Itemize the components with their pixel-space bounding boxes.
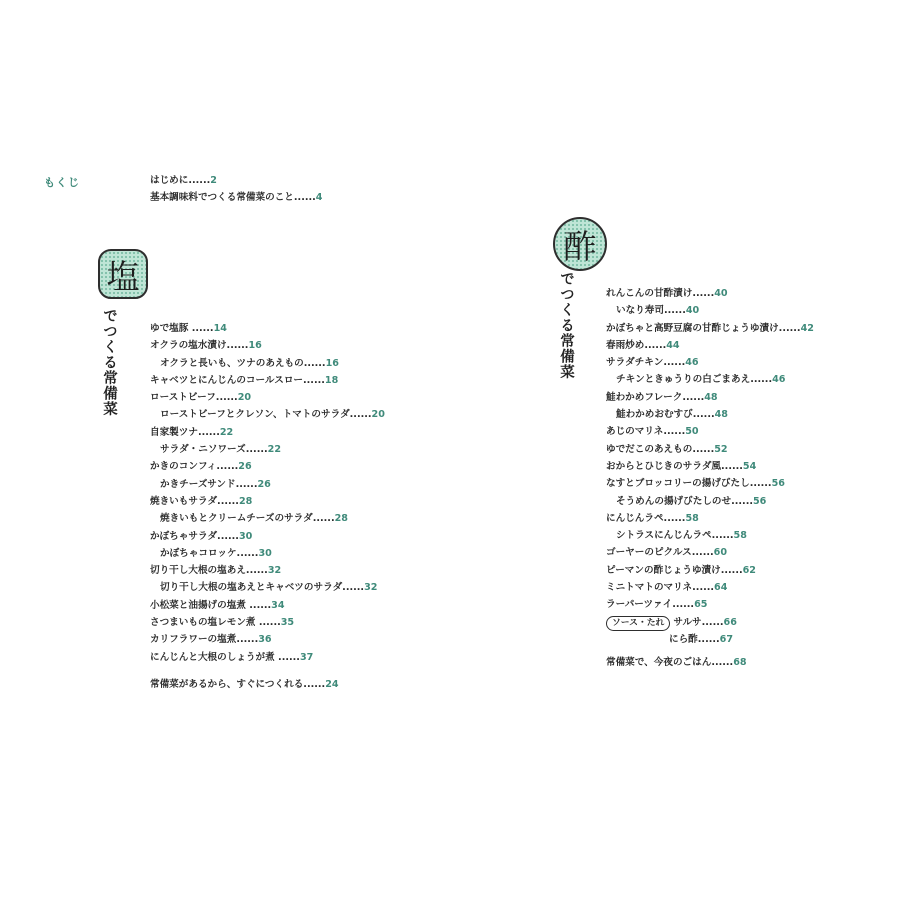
entry-page: 4 xyxy=(315,192,323,204)
toc-entry[interactable] xyxy=(606,475,814,492)
toc-entry[interactable] xyxy=(606,562,814,579)
entry-page: 68 xyxy=(733,657,747,668)
toc-entry[interactable] xyxy=(150,458,385,475)
entry-title: ゆでだこのあえもの...... xyxy=(606,443,715,455)
toc-entry[interactable] xyxy=(606,654,747,671)
entry-title: かきチーズサンド...... xyxy=(160,478,258,490)
entry-page: 16 xyxy=(248,340,262,352)
entry-page: 50 xyxy=(685,426,699,438)
entry-page: 62 xyxy=(742,564,756,576)
entry-title: シトラスにんじんラペ...... xyxy=(616,530,734,542)
entry-title: 小松菜と油揚げの塩煮 ...... xyxy=(150,599,272,611)
entry-title: あじのマリネ...... xyxy=(606,426,686,438)
toc-entry[interactable] xyxy=(606,441,814,458)
toc-sub-entry[interactable] xyxy=(606,493,814,510)
vinegar-closing xyxy=(606,654,747,671)
toc-entry[interactable] xyxy=(606,510,814,527)
toc-entry[interactable] xyxy=(606,285,814,302)
entry-page: 64 xyxy=(714,582,728,594)
toc-entry[interactable] xyxy=(606,337,814,354)
entry-title: ゆで塩豚 ...... xyxy=(150,323,214,334)
entry-page: 56 xyxy=(771,478,785,490)
entry-page: 30 xyxy=(258,547,272,559)
toc-entry[interactable] xyxy=(150,528,385,545)
entry-title: 自家製ツナ...... xyxy=(150,426,220,438)
vinegar-section-title: でつくる常備菜 xyxy=(558,271,574,380)
entry-title: 切り干し大根の塩あえとキャベツのサラダ...... xyxy=(160,582,365,594)
toc-entry[interactable] xyxy=(150,337,385,354)
toc-sub-entry[interactable] xyxy=(606,406,814,423)
entry-title: ミニトマトのマリネ...... xyxy=(606,582,715,594)
entry-title: ラーパーツァイ...... xyxy=(606,599,695,611)
toc-entry[interactable] xyxy=(606,389,814,406)
toc-entry[interactable] xyxy=(150,424,385,441)
entry-page: 58 xyxy=(685,512,699,524)
entry-title: いなり寿司...... xyxy=(616,305,686,317)
entry-page: 52 xyxy=(714,443,728,455)
entry-title: なすとブロッコリーの揚げびたし...... xyxy=(606,478,772,490)
entry-page: 28 xyxy=(334,513,348,525)
toc-entry[interactable] xyxy=(150,493,385,510)
toc-sub-entry[interactable] xyxy=(606,302,814,319)
entry-title: 常備菜があるから、すぐにつくれる...... xyxy=(150,679,326,690)
entry-title: オクラの塩水漬け...... xyxy=(150,340,249,352)
toc-entry[interactable] xyxy=(150,562,385,579)
toc-entry[interactable] xyxy=(150,320,385,337)
entry-page: 2 xyxy=(210,175,217,186)
entry-page: 28 xyxy=(238,495,253,507)
entry-page: 40 xyxy=(685,305,700,317)
entry-title: サラダ・ニソワーズ...... xyxy=(160,444,268,456)
entry-page: 18 xyxy=(324,374,339,386)
toc-entry[interactable] xyxy=(150,389,385,406)
entry-page: 26 xyxy=(238,461,252,473)
entry-page: 22 xyxy=(267,444,281,456)
toc-sub-entry[interactable] xyxy=(606,371,814,388)
entry-page: 48 xyxy=(704,391,718,403)
entry-page: 26 xyxy=(257,478,271,490)
entry-page: 48 xyxy=(714,409,728,421)
entry-title: ゴーヤーのピクルス...... xyxy=(606,547,714,559)
toc-sub-entry[interactable] xyxy=(150,476,385,493)
entry-title: おからとひじきのサラダ風...... xyxy=(606,460,743,472)
toc-entry[interactable] xyxy=(150,597,385,614)
toc-entry[interactable] xyxy=(150,649,385,666)
entry-page: 30 xyxy=(238,530,253,542)
sauce-entry[interactable] xyxy=(606,631,814,648)
toc-sub-entry[interactable] xyxy=(150,545,385,562)
toc-entry[interactable] xyxy=(606,423,814,440)
entry-page: 46 xyxy=(772,374,786,386)
entry-title: サラダチキン...... xyxy=(606,357,686,369)
toc-sub-entry[interactable] xyxy=(150,579,385,596)
toc-entry[interactable] xyxy=(606,320,814,337)
entry-title: チキンときゅうりの白ごまあえ...... xyxy=(616,374,773,386)
intro-list xyxy=(150,172,322,207)
entry-title: かぼちゃコロッケ...... xyxy=(160,547,259,559)
entry-title: ローストビーフ...... xyxy=(150,392,238,404)
entry-title: 切り干し大根の塩あえ...... xyxy=(150,565,268,577)
entry-title: ローストビーフとクレソン、トマトのサラダ...... xyxy=(160,409,372,421)
entry-title: かぼちゃサラダ...... xyxy=(150,530,239,542)
sauce-tag: ソース・たれ xyxy=(606,616,670,631)
entry-title: 春雨炒め...... xyxy=(606,339,667,351)
toc-sub-entry[interactable] xyxy=(150,510,385,527)
toc-sub-entry[interactable] xyxy=(606,527,814,544)
entry-page: 16 xyxy=(325,357,339,369)
entry-title: さつまいもの塩レモン煮 ...... xyxy=(150,617,281,629)
toc-entry[interactable] xyxy=(150,172,322,189)
entry-title: 常備菜で、今夜のごはん...... xyxy=(606,657,734,668)
toc-entry[interactable] xyxy=(606,544,814,561)
entry-title: にんじんラペ...... xyxy=(606,512,686,524)
toc-entry[interactable] xyxy=(606,354,814,371)
toc-entry[interactable] xyxy=(150,372,385,389)
entry-page: 67 xyxy=(719,633,734,645)
salt-section-title: でつくる常備菜 xyxy=(101,308,117,417)
entry-title: 焼きいもサラダ...... xyxy=(150,495,239,507)
entry-page: 20 xyxy=(371,409,385,421)
sauce-entry[interactable] xyxy=(606,614,814,631)
entry-page: 66 xyxy=(723,616,737,628)
entry-title: 焼きいもとクリームチーズのサラダ...... xyxy=(160,513,335,525)
entry-page: 14 xyxy=(213,323,227,334)
toc-sub-entry[interactable] xyxy=(150,406,385,423)
toc-heading: もくじ xyxy=(44,176,80,189)
entry-page: 46 xyxy=(685,357,699,369)
entry-page: 35 xyxy=(280,617,295,629)
toc-entry[interactable] xyxy=(150,189,322,206)
entry-page: 36 xyxy=(258,634,272,646)
entry-page: 54 xyxy=(742,460,757,472)
salt-badge: 塩 xyxy=(98,249,148,299)
entry-title: かきのコンフィ...... xyxy=(150,461,239,473)
vinegar-recipe-list xyxy=(606,285,814,648)
entry-page: 32 xyxy=(364,582,378,594)
entry-page: 34 xyxy=(271,599,285,611)
entry-title: オクラと長いも、ツナのあえもの...... xyxy=(160,357,326,369)
toc-entry[interactable] xyxy=(150,614,385,631)
entry-title: かぼちゃと高野豆腐の甘酢じょうゆ漬け...... xyxy=(606,322,801,334)
entry-title: れんこんの甘酢漬け...... xyxy=(606,288,715,299)
entry-page: 58 xyxy=(733,530,747,542)
entry-title: そうめんの揚げびたしのせ...... xyxy=(616,495,753,507)
salt-recipe-list xyxy=(150,320,385,666)
toc-entry[interactable] xyxy=(150,676,339,693)
toc-entry[interactable] xyxy=(606,579,814,596)
entry-title: キャベツとにんじんのコールスロー...... xyxy=(150,374,325,386)
entry-title: ピーマンの酢じょうゆ漬け...... xyxy=(606,564,743,576)
entry-title: 鮭わかめフレーク...... xyxy=(606,391,705,403)
entry-title: カリフラワーの塩煮...... xyxy=(150,634,259,646)
entry-page: 42 xyxy=(800,322,814,334)
entry-page: 56 xyxy=(753,495,767,507)
toc-entry[interactable] xyxy=(150,631,385,648)
entry-title: 基本調味料でつくる常備菜のこと...... xyxy=(150,192,316,204)
entry-page: 60 xyxy=(713,547,727,559)
entry-page: 44 xyxy=(666,339,680,351)
salt-closing xyxy=(150,676,339,693)
entry-title: はじめに...... xyxy=(150,175,211,186)
entry-page: 37 xyxy=(299,651,314,663)
toc-sub-entry[interactable] xyxy=(150,441,385,458)
entry-page: 24 xyxy=(325,679,339,690)
toc-entry[interactable] xyxy=(606,458,814,475)
vinegar-badge: 酢 xyxy=(553,217,607,271)
entry-title: にら酢...... xyxy=(669,633,720,645)
entry-title: にんじんと大根のしょうが煮 ...... xyxy=(150,651,300,663)
entry-page: 22 xyxy=(219,426,234,438)
toc-entry[interactable] xyxy=(606,596,814,613)
toc-sub-entry[interactable] xyxy=(150,355,385,372)
entry-title: サルサ...... xyxy=(673,616,724,628)
entry-page: 65 xyxy=(694,599,708,611)
entry-page: 20 xyxy=(237,392,252,404)
entry-page: 32 xyxy=(267,565,282,577)
entry-page: 40 xyxy=(714,288,728,299)
entry-title: 鮭わかめおむすび...... xyxy=(616,409,715,421)
